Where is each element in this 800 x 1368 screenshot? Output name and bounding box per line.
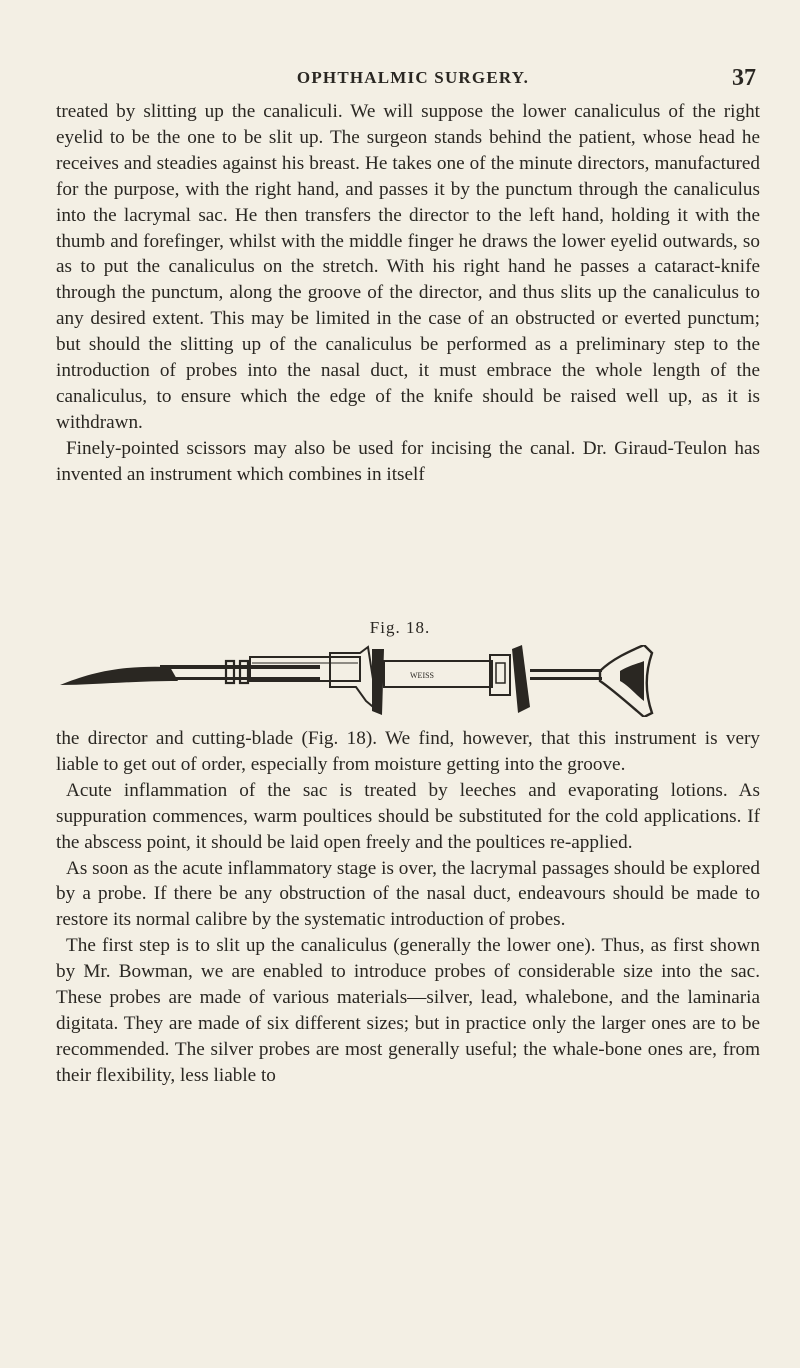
paragraph: As soon as the acute inflammatory stage is over, the lacrymal passages should be explored by a probe. If there be any obstruction of the nasal duct, endeavours should be made to restore its normal calibre by the systematic introduction of probes. <box>56 857 760 931</box>
figure-caption: Fig. 18. <box>369 618 431 637</box>
director-cutting-blade-illustration <box>60 645 660 717</box>
page-number: 37 <box>732 65 756 91</box>
maker-mark: WEISS <box>410 671 434 680</box>
paragraph: the director and cutting-blade (Fig. 18). We find, however, that this instrument is very liable to get out of order, especially from moisture getting into the groove. <box>56 728 760 775</box>
running-title: OPHTHALMIC SURGERY. <box>296 68 530 87</box>
text-block-bottom <box>56 726 760 1089</box>
paragraph: The first step is to slit up the canaliculus (generally the lower one). Thus, as first shown by Mr. Bowman, we are enabled to introduce probes of considerable size into the sac. These probes are made of various materials—silver, lead, whalebone, and the laminaria digitata. They are made of six different sizes; but in practice only the larger ones are to be recommended. The silver probes are most generally useful; the whale-bone ones are, from their flexibility, less liable to <box>56 935 760 1086</box>
page-header <box>50 65 756 92</box>
paragraph: Finely-pointed scissors may also be used for incising the canal. Dr. Giraud-Teulon has invented an instrument which combines in itself <box>56 437 760 485</box>
paragraph: treated by slitting up the canaliculi. We will suppose the lower canaliculus of the right eyelid to be the one to be slit up. The surgeon stands behind the patient, whose head he receives and steadies against his breast. He takes one of the minute directors, manufactured for the purpose, with the right hand, and passes it by the punctum through the canaliculus into the lacrymal sac. He then transfers the director to the left hand, holding it with the thumb and forefinger, whilst with the middle finger he draws the lower eyelid outwards, so as to put the canaliculus on the stretch. With his right hand he passes a cataract-knife through the punctum, along the groove of the director, and thus slits up the canaliculus to any desired extent. This may be limited in the case of an obstructed or everted punctum; but should the slitting up of the canaliculus be performed as a preliminary step to the introduction of probes into the nasal duct, it must embrace the whole length of the canaliculus, to ensure which the edge of the knife should be raised well up, as it is withdrawn. <box>56 101 760 433</box>
text-block-top <box>56 99 760 488</box>
paragraph: Acute inflammation of the sac is treated by leeches and evaporating lotions. As suppuration commences, warm poultices should be substituted for the cold applications. If the abscess point, it should be laid open freely and the poultices re-applied. <box>56 779 760 853</box>
